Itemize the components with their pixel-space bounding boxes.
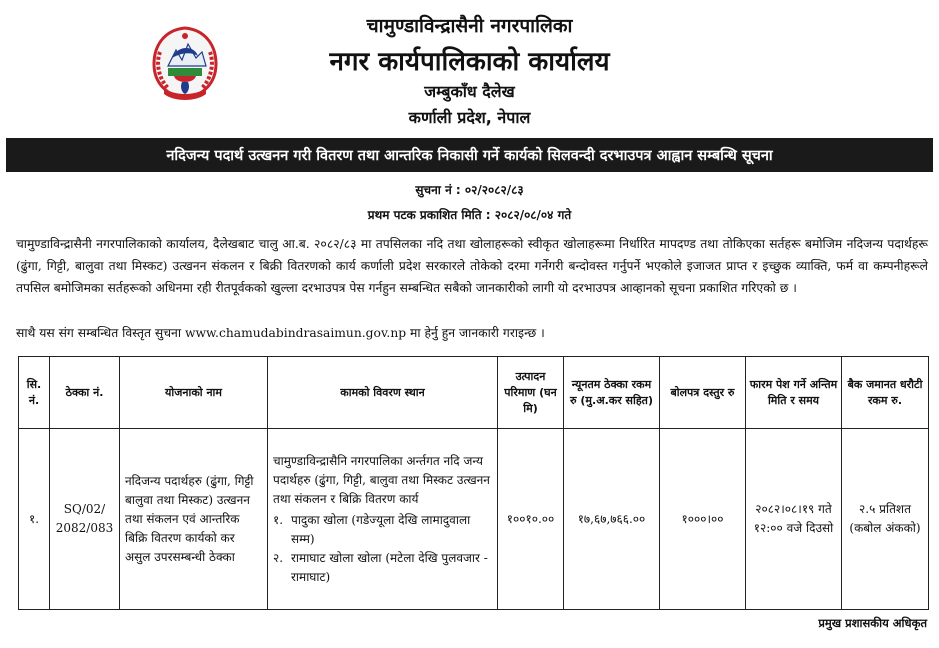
- col-header-guarantee: बैक जमानत धरौटी रकम रु.: [842, 357, 929, 429]
- col-header-deadline: फारम पेश गर्ने अन्तिम मिति र समय: [746, 357, 842, 429]
- letterhead: [0, 0, 939, 134]
- list-item-text: पादुका खोला (गडेज्यूला देखि लामादुवाला सम्म): [291, 512, 471, 546]
- cell-bid-fee: १०००।००: [660, 429, 746, 610]
- col-header-contract-no: ठेक्का नं.: [50, 357, 120, 429]
- cell-sn: १.: [19, 429, 50, 610]
- list-item: [273, 511, 492, 549]
- notice-paragraph: चामुण्डाविन्द्रासैनी नगरपालिकाको कार्यालय, दैलेखबाट चालु आ.ब. २०८२/८३ मा तपसिलका नदि तथा खोलाहरूको स्वीकृत खोलाहरूमा निर्धारित मापदण्ड तथा तोकिएका सर्तहरू बमोजिम नदिजन्य पदार्थहरू (ढुंगा, गिट्टी, बालुवा तथा मिस्कट) उत्खनन संकलन र बिक्री वितरणको कार्य कर्णाली प्रदेश सरकारले तोकेको दरमा गर्नेगरी बन्दोवस्त गर्नुपर्ने भएकोले इजाजत प्राप्त र इच्छुक व्याक्ति, फर्म वा कम्पनीहरूले तपसिल बमोजिमका सर्तहरूको अधिनमा रही रीतपूर्वकको खुल्ला दरभाउपत्र पेस गर्नहुन सम्बन्धित सबैको जानकारीको लागी यो दरभाउपत्र आव्हानको सूचना प्रकाशित गरिएको छ ।: [16, 237, 928, 295]
- tender-table: [18, 356, 929, 610]
- cell-guarantee: २.५ प्रतिशत (कबोल अंकको): [842, 429, 929, 610]
- list-item: [273, 549, 492, 587]
- website-reference-paragraph: साथै यस संग सम्बन्धित विस्तृत सुचना www.chamudabindrasaimun.gov.np मा हेर्नु हुन जानकारी गराइन्छ ।: [16, 326, 545, 340]
- col-header-sn: सि. नं.: [19, 357, 50, 429]
- col-header-quantity: उत्पादन परिमाण (घन मि): [498, 357, 564, 429]
- list-item-number: १.: [273, 512, 284, 527]
- cell-contract-no: SQ/02/ 2082/083: [50, 429, 120, 610]
- municipality-name: चामुण्डाविन्द्रासैनी नगरपालिका: [366, 15, 573, 37]
- table-row: [19, 429, 929, 610]
- work-location-list: [273, 511, 492, 587]
- cell-project-name: नदिजन्य पदार्थहरु (ढुंगा, गिट्टी बालुवा तथा मिस्कट) उत्खनन तथा संकलन एवं आन्तरिक बिक्रि वितरण कार्यको कर असुल उपरसम्बन्धी ठेक्का: [120, 429, 268, 610]
- signatory-title: प्रमुख प्रशासकीय अधिकृत: [818, 616, 927, 630]
- col-header-bid-fee: बोलपत्र दस्तुर रु: [660, 357, 746, 429]
- province-country: कर्णाली प्रदेश, नेपाल: [408, 108, 531, 127]
- work-intro: चामुण्डाविन्द्रासैनि नगरपालिका अर्न्तगत नदि जन्य पदार्थहरु (ढुंगा, गिट्टी, बालुवा तथा मिस्कट उत्खनन तथा संकलन र बिक्रि वितरण कार्य: [273, 453, 490, 506]
- cell-min-amount: १७,६७,७६६.००: [564, 429, 660, 610]
- cell-deadline: २०८२।०८।१९ गते १२:०० वजे दिउसो: [746, 429, 842, 610]
- notice-number: सुचना नं : ०२/२०८२/८३: [415, 183, 524, 197]
- cell-work-description: [268, 429, 498, 610]
- table-header-row: [19, 357, 929, 429]
- office-name: नगर कार्यपालिकाको कार्यालय: [329, 47, 610, 77]
- col-header-work-location: कामको विवरण स्थान: [268, 357, 498, 429]
- col-header-min-amount: न्यूनतम ठेक्का रकम रु (मु.अ.कर सहित): [564, 357, 660, 429]
- publish-date: प्रथम पटक प्रकाशित मिति : २०८२/०८/०४ गते: [367, 208, 572, 222]
- list-item-number: २.: [273, 550, 284, 565]
- cell-quantity: १००१०.००: [498, 429, 564, 610]
- notice-title-bar: [6, 138, 933, 172]
- notice-title: नदिजन्य पदार्थ उत्खनन गरी वितरण तथा आन्तरिक निकासी गर्ने कार्यको सिलवन्दी दरभाउपत्र आह्वान सम्बन्धि सूचना: [166, 148, 773, 164]
- col-header-project-name: योजनाको नाम: [120, 357, 268, 429]
- list-item-text: रामाघाट खोला खोला (मटेला देखि पुलवजार - रामाघाट): [291, 550, 488, 584]
- office-location: जम्बुकाँध दैलेख: [424, 82, 515, 101]
